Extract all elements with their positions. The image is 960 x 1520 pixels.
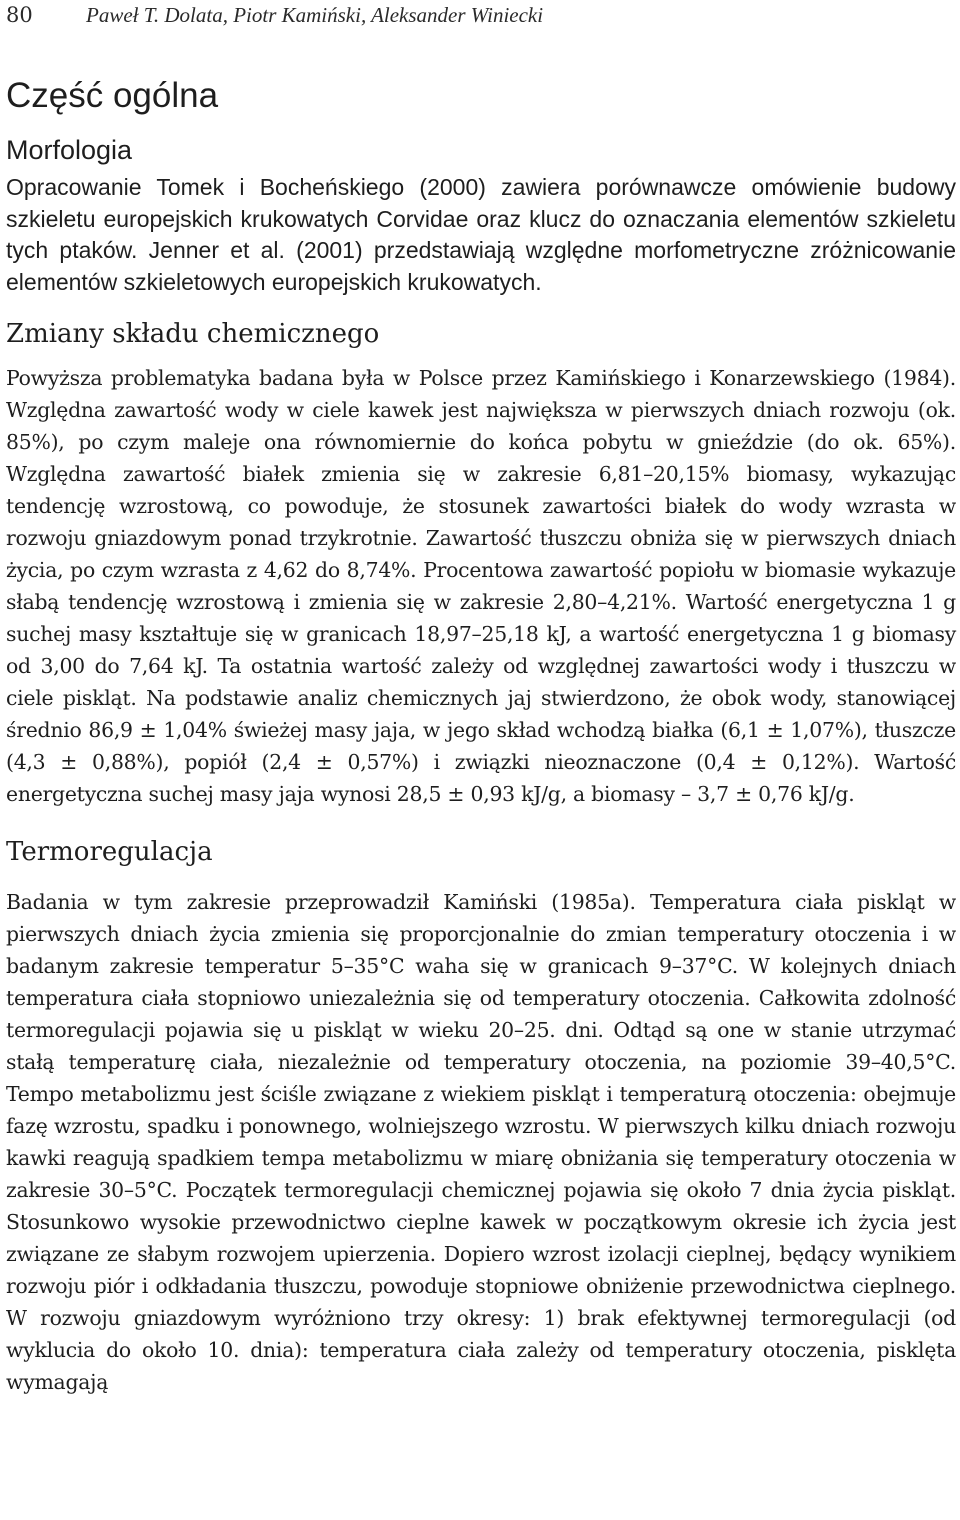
heading-termoregulacja: Termoregulacja	[6, 837, 213, 867]
heading-morfologia: Morfologia	[6, 135, 133, 165]
heading-zmiany-skladu-chemicznego: Zmiany składu chemicznego	[6, 319, 380, 349]
page-number: 80	[6, 3, 33, 27]
running-head	[6, 0, 956, 30]
paragraph-zmiany-skladu-chemicznego: Powyższa problematyka badana była w Polsce przez Kamińskiego i Konarzewskiego (1984). Względna zawartość wody w ciele kawek jest największa w pierwszych dniach rozwoju (ok. 85%), po czym maleje ona równomiernie do końca pobytu w gnieździe (do ok. 65%). Względna zawartość białek zmienia się w zakresie 6,81–20,15% biomasy, wykazując tendencję wzrostową, co powoduje, że stosunek zawartości białek do wody wzrasta w rozwoju gniazdowym ponad trzykrotnie. Zawartość tłuszczu obniża się w pierwszych dniach życia, po czym wzrasta z 4,62 do 8,74%. Procentowa zawartość popiołu w biomasie wykazuje słabą tendencję wzrostową i zmienia się w zakresie 2,80–4,21%. Wartość energetyczna 1 g suchej masy kształtuje się w granicach 18,97–25,18 kJ, a wartość energetyczna 1 g biomasy od 3,00 do 7,64 kJ. Ta ostatnia wartość zależy od względnej zawartości wody i tłuszczu w ciele piskląt. Na podstawie analiz chemicznych jaj stwierdzono, że obok wody, stanowiącej średnio 86,9 ± 1,04% świeżej masy jaja, w jego skład wchodzą białka (6,1 ± 1,07%), tłuszcze (4,3 ± 0,88%), popiół (2,4 ± 0,57%) i związki nieoznaczone (0,4 ± 0,12%). Wartość energetyczna suchej masy jaja wynosi 28,5 ± 0,93 kJ/g, a biomasy – 3,7 ± 0,76 kJ/g.	[6, 366, 956, 806]
running-head-authors: Paweł T. Dolata, Piotr Kamiński, Aleksander Winiecki	[86, 3, 544, 27]
section-title: Część ogólna	[6, 76, 219, 115]
paragraph-morfologia: Opracowanie Tomek i Bocheńskiego (2000) zawiera porównawcze omówienie budowy szkieletu europejskich krukowatych Corvidae oraz klucz do oznaczania elementów szkieletu tych ptaków. Jenner et al. (2001) przedstawiają względne morfometryczne zróżnicowanie elementów szkieletowych europejskich krukowatych.	[6, 174, 956, 295]
paragraph-termoregulacja: Badania w tym zakresie przeprowadził Kamiński (1985a). Temperatura ciała piskląt w pierwszych dniach życia zmienia się proporcjonalnie do zmian temperatury otoczenia i w badanym zakresie temperatur 5–35°C waha się w granicach 9–37°C. W kolejnych dniach temperatura ciała stopniowo uniezależnia się od temperatury otoczenia. Całkowita zdolność termoregulacji pojawia się u piskląt w wieku 20–25. dni. Odtąd są one w stanie utrzymać stałą temperaturę ciała, niezależnie od temperatury otoczenia, na poziomie 39–40,5°C. Tempo metabolizmu jest ściśle związane z wiekiem piskląt i temperaturą otoczenia: obejmuje fazę wzrostu, spadku i ponownego, wolniejszego wzrostu. W pierwszych kilku dniach rozwoju kawki reagują spadkiem tempa metabolizmu w miarę obniżania się temperatury otoczenia w zakresie 30–5°C. Początek termoregulacji chemicznej pojawia się około 7 dnia życia piskląt. Stosunkowo wysokie przewodnictwo cieplne kawek w początkowym okresie ich życia jest związane ze słabym rozwojem upierzenia. Dopiero wzrost izolacji cieplnej, będący wynikiem rozwoju piór i odkładania tłuszczu, powoduje stopniowe obniżenie przewodnictwa cieplnego. W rozwoju gniazdowym wyróżniono trzy okresy: 1) brak efektywnej termoregulacji (od wyklucia do około 10. dnia): temperatura ciała zależy od temperatury otoczenia, pisklęta wymagają	[6, 890, 956, 1394]
